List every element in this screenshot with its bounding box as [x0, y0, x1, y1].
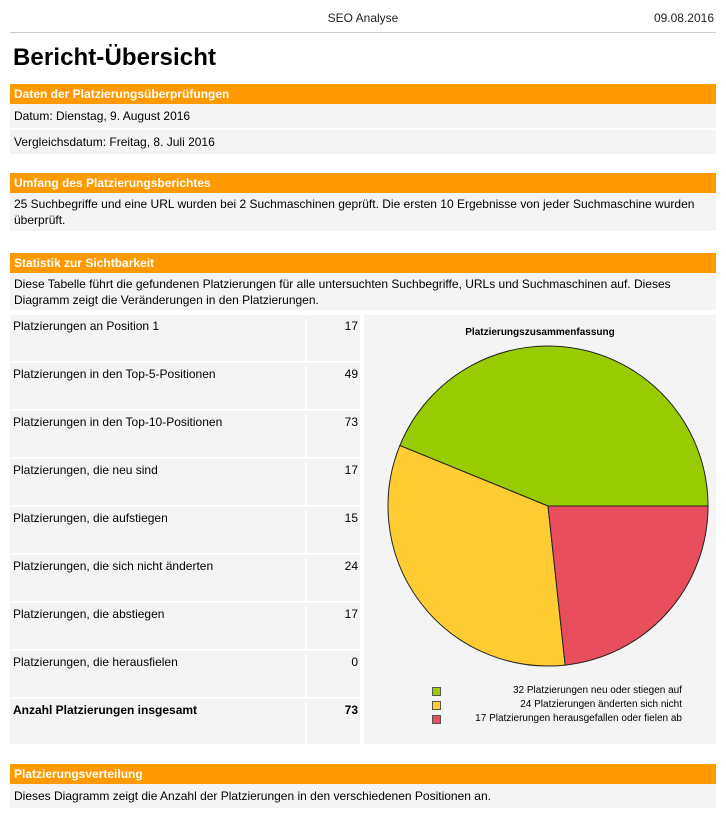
pie-slice [548, 506, 708, 665]
stats-row [10, 363, 360, 409]
pie-chart-panel [364, 315, 716, 744]
visibility-stats [10, 315, 716, 744]
stats-label: Anzahl Platzierungen insgesamt [13, 703, 198, 717]
check-data-section [10, 84, 716, 156]
visibility-intro: Diese Tabelle führt die gefundenen Platzierungen für alle untersuchten Suchbegriffe, URLs und Suchmaschinen auf. Dieses Diagramm zeigt die Veränderungen in den Platzierungen. [10, 273, 716, 312]
legend-swatch [432, 715, 441, 724]
stats-label: Platzierungen in den Top-5-Positionen [13, 367, 216, 381]
stats-value: 17 [305, 319, 360, 365]
legend-label: 32 Platzierungen neu oder stiegen auf [512, 685, 682, 696]
legend-item [432, 685, 682, 699]
legend-item [432, 713, 682, 727]
stats-row [10, 507, 360, 553]
stats-row [10, 555, 360, 601]
legend-label: 17 Platzierungen herausgefallen oder fielen ab [475, 713, 682, 724]
stats-value: 73 [305, 703, 360, 749]
stats-value: 17 [305, 463, 360, 509]
page-title: Bericht-Übersicht [13, 44, 217, 71]
distribution-section [10, 764, 716, 810]
legend-item [432, 699, 682, 713]
stats-label: Platzierungen in den Top-10-Positionen [13, 415, 223, 429]
stats-row [10, 411, 360, 457]
visibility-section [10, 253, 716, 312]
stats-value: 24 [305, 559, 360, 605]
stats-label: Platzierungen, die herausfielen [13, 655, 178, 669]
legend-swatch [432, 687, 441, 696]
stats-value: 0 [305, 655, 360, 701]
report-header-bar [10, 8, 716, 33]
stats-value: 49 [305, 367, 360, 413]
stats-label: Platzierungen, die aufstiegen [13, 511, 168, 525]
report-date: 09.08.2016 [653, 11, 714, 25]
legend-swatch [432, 701, 441, 710]
distribution-text: Dieses Diagramm zeigt die Anzahl der Platzierungen in den verschiedenen Positionen an. [10, 784, 716, 810]
stats-row [10, 603, 360, 649]
scope-heading: Umfang des Platzierungsberichtes [10, 173, 716, 193]
visibility-heading: Statistik zur Sichtbarkeit [10, 253, 716, 273]
distribution-heading: Platzierungsverteilung [10, 764, 716, 784]
compare-date-row: Vergleichsdatum: Freitag, 8. Juli 2016 [10, 130, 716, 156]
stats-label: Platzierungen, die neu sind [13, 463, 158, 477]
stats-label: Platzierungen, die sich nicht änderten [13, 559, 214, 573]
check-date-row: Datum: Dienstag, 9. August 2016 [10, 104, 716, 130]
report-app-title: SEO Analyse [327, 11, 399, 25]
scope-text: 25 Suchbegriffe und eine URL wurden bei 2 Suchmaschinen geprüft. Die ersten 10 Ergebnisse von jeder Suchmaschine wurden überprüft. [10, 193, 716, 233]
stats-value: 15 [305, 511, 360, 557]
stats-row [10, 651, 360, 697]
stats-row [10, 315, 360, 361]
legend-label: 24 Platzierungen änderten sich nicht [520, 699, 682, 710]
check-data-heading: Daten der Platzierungsüberprüfungen [10, 84, 716, 104]
stats-row [10, 459, 360, 505]
stats-table [10, 315, 360, 744]
scope-section [10, 173, 716, 233]
chart-title: Platzierungszusammenfassung [465, 327, 615, 338]
stats-label: Platzierungen, die abstiegen [13, 607, 165, 621]
stats-total-row [10, 699, 360, 744]
chart-legend [432, 685, 682, 727]
pie-chart [364, 315, 716, 675]
stats-value: 73 [305, 415, 360, 461]
stats-label: Platzierungen an Position 1 [13, 319, 160, 333]
stats-value: 17 [305, 607, 360, 653]
